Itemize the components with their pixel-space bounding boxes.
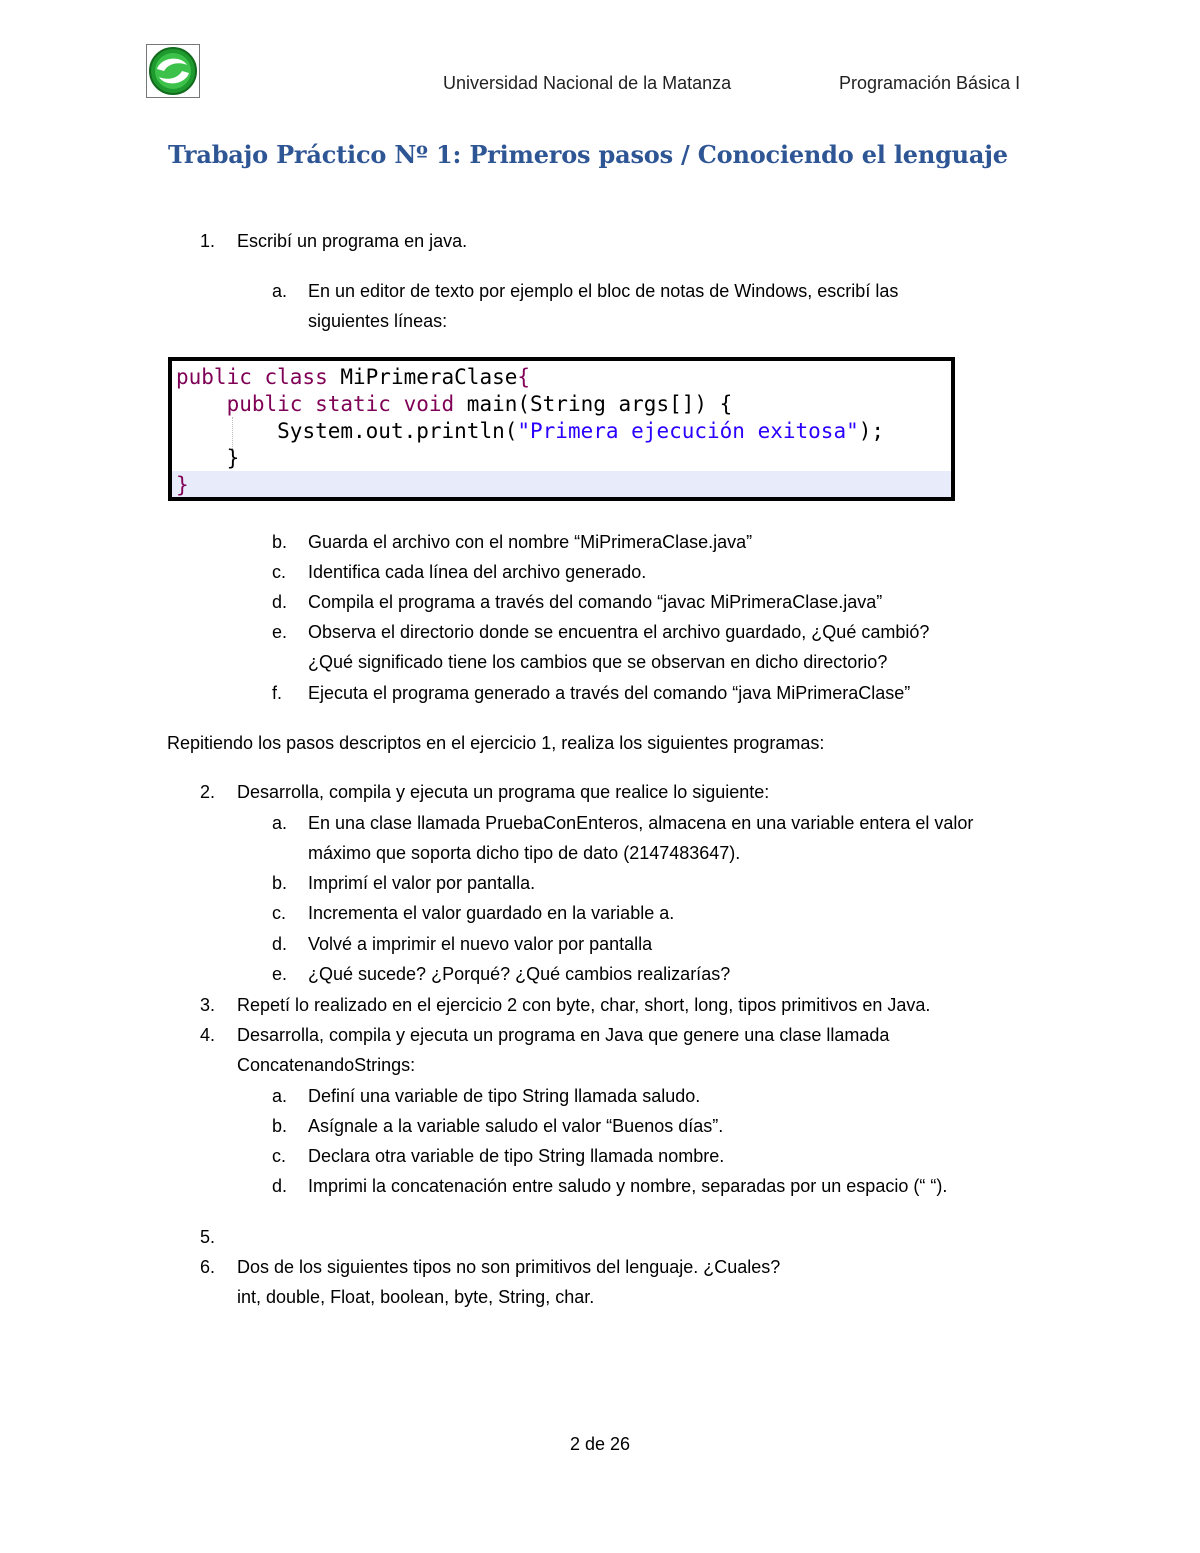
exercise-2b-text: Imprimí el valor por pantalla. bbox=[308, 873, 536, 893]
exercise-4-number: 4. bbox=[200, 1025, 216, 1045]
code-line-3: System.out.println("Primera ejecución exitosa"); bbox=[277, 419, 885, 443]
header-university: Universidad Nacional de la Matanza bbox=[443, 73, 732, 93]
exercise-1e-marker: e. bbox=[272, 622, 288, 642]
exercise-1a-text: En un editor de texto por ejemplo el bloc de notas de Windows, escribí las bbox=[308, 281, 899, 301]
exercise-1d-marker: d. bbox=[272, 592, 288, 612]
exercise-1c-text: Identifica cada línea del archivo generado. bbox=[308, 562, 647, 582]
exercise-2-text: Desarrolla, compila y ejecuta un programa que realice lo siguiente: bbox=[237, 782, 770, 802]
exercise-2a-marker: a. bbox=[272, 813, 288, 833]
intro-paragraph: Repitiendo los pasos descriptos en el ejercicio 1, realiza los siguientes programas: bbox=[167, 733, 825, 753]
exercise-2e-marker: e. bbox=[272, 964, 288, 984]
exercise-3-text: Repetí lo realizado en el ejercicio 2 con byte, char, short, long, tipos primitivos en Java. bbox=[237, 995, 931, 1015]
exercise-4a-marker: a. bbox=[272, 1086, 288, 1106]
exercise-3-number: 3. bbox=[200, 995, 216, 1015]
exercise-6-types: int, double, Float, boolean, byte, String, char. bbox=[237, 1287, 595, 1307]
exercise-1d-text: Compila el programa a través del comando “javac MiPrimeraClase.java” bbox=[308, 592, 883, 612]
exercise-1e-text: Observa el directorio donde se encuentra el archivo guardado, ¿Qué cambió? bbox=[308, 622, 930, 642]
exercise-2e-text: ¿Qué sucede? ¿Porqué? ¿Qué cambios realizarías? bbox=[308, 964, 731, 984]
page-number: 2 de 26 bbox=[569, 1434, 631, 1454]
exercise-2b-marker: b. bbox=[272, 873, 288, 893]
exercise-2a-text-cont: máximo que soporta dicho tipo de dato (2147483647). bbox=[308, 843, 741, 863]
exercise-1-number: 1. bbox=[200, 231, 216, 251]
exercise-1-text: Escribí un programa en java. bbox=[237, 231, 468, 251]
exercise-1b-marker: b. bbox=[272, 532, 288, 552]
exercise-4c-text: Declara otra variable de tipo String llamada nombre. bbox=[308, 1146, 725, 1166]
exercise-2c-text: Incrementa el valor guardado en la variable a. bbox=[308, 903, 675, 923]
page-title: Trabajo Práctico Nº 1: Primeros pasos / Conociendo el lenguaje bbox=[168, 140, 1008, 169]
exercise-5-number: 5. bbox=[200, 1227, 216, 1247]
exercise-2c-marker: c. bbox=[272, 903, 287, 923]
exercise-4a-text: Definí una variable de tipo String llamada saludo. bbox=[308, 1086, 701, 1106]
exercise-4d-marker: d. bbox=[272, 1176, 288, 1196]
code-line-1: public class MiPrimeraClase{ bbox=[176, 365, 531, 389]
exercise-1b-text: Guarda el archivo con el nombre “MiPrimeraClase.java” bbox=[308, 532, 753, 552]
exercise-2d-text: Volvé a imprimir el nuevo valor por pantalla bbox=[308, 934, 653, 954]
exercise-2a-text: En una clase llamada PruebaConEnteros, almacena en una variable entera el valor bbox=[308, 813, 974, 833]
exercise-4-text: Desarrolla, compila y ejecuta un programa en Java que genere una clase llamada bbox=[237, 1025, 890, 1045]
exercise-4b-text: Asígnale a la variable saludo el valor “Buenos días”. bbox=[308, 1116, 724, 1136]
exercise-1c-marker: c. bbox=[272, 562, 287, 582]
code-current-line-highlight bbox=[172, 471, 951, 497]
code-line-4: } bbox=[176, 446, 240, 470]
exercise-4-text-cont: ConcatenandoStrings: bbox=[237, 1055, 416, 1075]
logo-swirl-icon bbox=[147, 45, 199, 97]
exercise-2d-marker: d. bbox=[272, 934, 288, 954]
exercise-1f-marker: f. bbox=[272, 683, 283, 703]
exercise-2-number: 2. bbox=[200, 782, 216, 802]
code-line-2: public static void main(String args[]) { bbox=[226, 392, 733, 416]
exercise-1f-text: Ejecuta el programa generado a través del comando “java MiPrimeraClase” bbox=[308, 683, 911, 703]
code-line-5: } bbox=[176, 473, 189, 497]
exercise-4d-text: Imprimi la concatenación entre saludo y nombre, separadas por un espacio (“ “). bbox=[308, 1176, 948, 1196]
code-snippet bbox=[168, 357, 955, 501]
exercise-6-number: 6. bbox=[200, 1257, 216, 1277]
header-course: Programación Básica I bbox=[839, 73, 1021, 93]
exercise-1e-text-cont: ¿Qué significado tiene los cambios que se observan en dicho directorio? bbox=[308, 652, 888, 672]
exercise-4c-marker: c. bbox=[272, 1146, 287, 1166]
exercise-4b-marker: b. bbox=[272, 1116, 288, 1136]
university-logo bbox=[146, 44, 200, 98]
exercise-1a-marker: a. bbox=[272, 281, 288, 301]
exercise-1a-text-cont: siguientes líneas: bbox=[308, 311, 448, 331]
exercise-6-text: Dos de los siguientes tipos no son primitivos del lenguaje. ¿Cuales? bbox=[237, 1257, 781, 1277]
